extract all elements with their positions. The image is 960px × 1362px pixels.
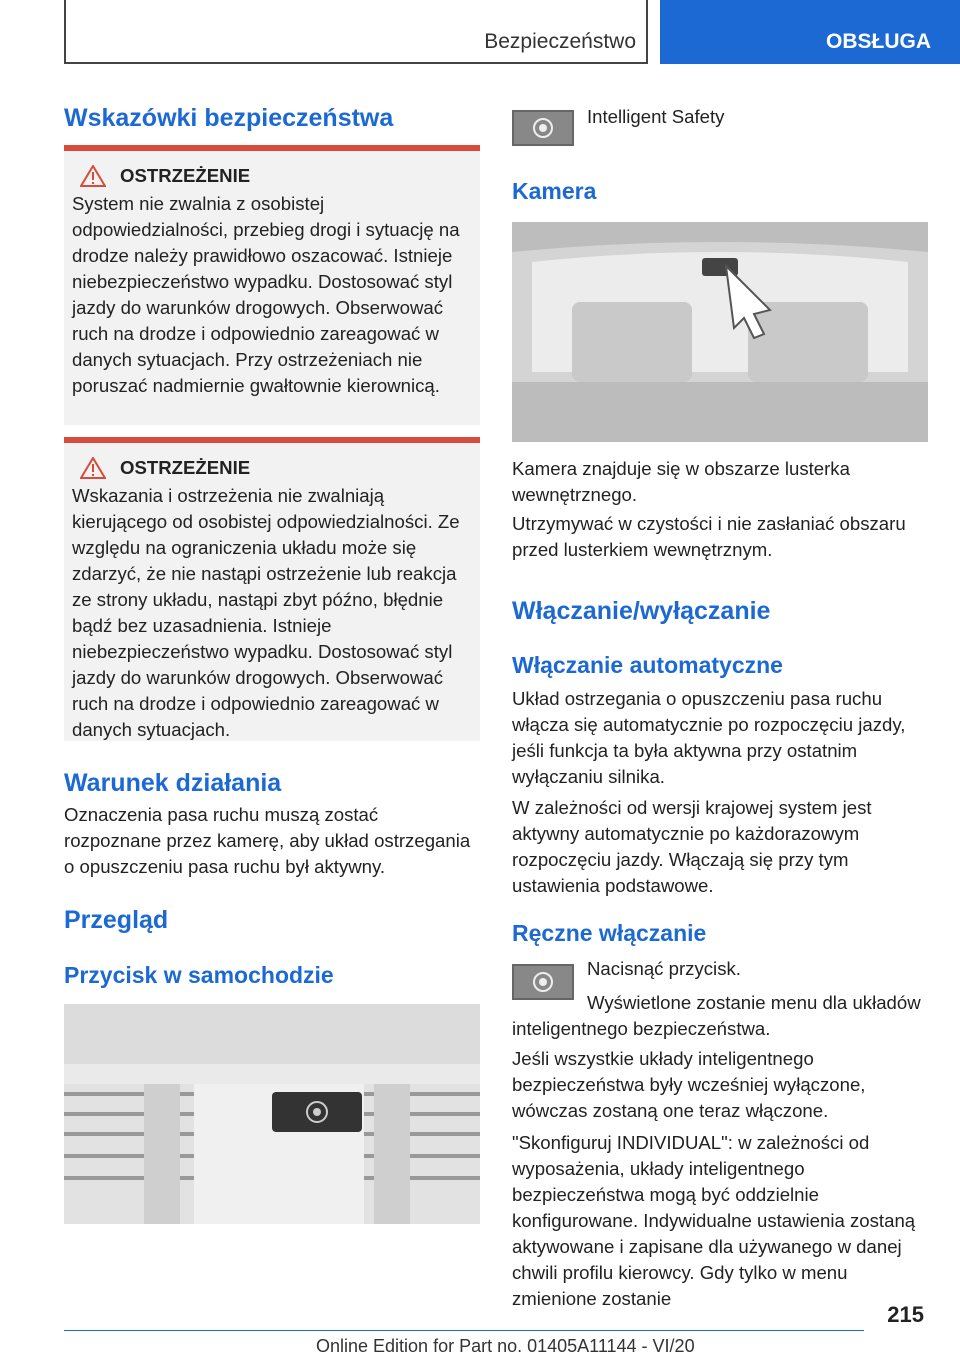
manual-text-1: Wyświetlone zostanie menu dla układów inteligentnego bezpieczeństwa. <box>512 992 921 1039</box>
section-title-camera: Kamera <box>512 178 597 204</box>
warning-label: OSTRZEŻENIE <box>120 457 251 478</box>
warning-icon <box>80 165 106 187</box>
camera-location-photo <box>512 222 928 442</box>
subsection-title-button: Przycisk w samochodzie <box>64 962 334 988</box>
subsection-title-manual: Ręczne włączanie <box>512 920 707 946</box>
camera-text-1: Kamera znajduje się w obszarze lusterka wewnętrznego. <box>512 458 850 505</box>
warning-text: Wskazania i ostrzeżenia nie zwalniają kierującego od osobistej odpowiedzialności. Ze względu na ograniczenia układu może się zdarzyć, że nie nastąpi ostrzeżenie lub reakcja ze strony układu, nastąpi zbyt późno, błędnie bądź bez uzasadnienia. Istnieje niebezpieczeństwo wypadku. Dostosować styl jazdy do warunków drogowych. Obserwować ruch na drodze i odpowiednio zareagować w danych sytuacjach. <box>72 485 460 740</box>
manual-text-2: Jeśli wszystkie układy inteligentnego bezpieczeństwa były wcześniej wyłączone, wówczas zostaną one teraz włączone. <box>512 1048 866 1121</box>
manual-text-3: "Skonfiguruj INDIVIDUAL": w zależności od wyposażenia, układy inteligentnego bezpieczeństwa mogą być oddzielnie konfigurowane. Indywidualne ustawienia zostaną aktywowane i zapisane dla używanego w danej chwili profilu kierowcy. Gdy tylko w menu zmienione zostanie <box>512 1132 916 1309</box>
header-section-box <box>64 0 648 64</box>
dashboard-button-photo <box>64 1004 480 1224</box>
camera-text-2: Utrzymywać w czystości i nie zasłaniać obszaru przed lusterkiem wewnętrznym. <box>512 513 906 560</box>
icon-caption: Intelligent Safety <box>587 106 725 127</box>
footer-divider <box>64 1330 864 1331</box>
auto-text-2: W zależności od wersji krajowej system jest aktywny automatycznie po każdorazowym rozpoczęciu jazdy. Włączają się przy tym ustawienia podstawowe. <box>512 797 872 896</box>
auto-text-1: Układ ostrzegania o opuszczeniu pasa ruchu włącza się automatycznie po rozpoczęciu jazdy, jeśli funkcja ta była aktywna przy ostatnim wyłączaniu silnika. <box>512 688 906 787</box>
subsection-title-auto: Włączanie automatyczne <box>512 652 783 678</box>
section-title-condition: Warunek działania <box>64 769 282 797</box>
intelligent-safety-button-icon <box>512 110 574 146</box>
warning-box-2 <box>64 437 480 741</box>
section-title-safety: Wskazówki bezpieczeństwa <box>64 104 394 132</box>
condition-text: Oznaczenia pasa ruchu muszą zostać rozpoznane przez kamerę, aby układ ostrzegania o opuszczeniu pasa ruchu był aktywny. <box>64 804 471 877</box>
page-number: 215 <box>887 1302 924 1327</box>
header-tab-obsluga[interactable]: OBSŁUGA <box>660 0 960 64</box>
warning-label: OSTRZEŻENIE <box>120 165 251 186</box>
warning-icon <box>80 457 106 479</box>
warning-box-1 <box>64 145 480 425</box>
edition-text: Online Edition for Part no. 01405A11144 - VI/20 <box>316 1336 695 1356</box>
warning-text: System nie zwalnia z osobistej odpowiedzialności, przebieg drogi i sytuację na drodze należy prawidłowo oszacować. Istnieje niebezpieczeństwo wypadku. Dostosować styl jazdy do warunków drogowych. Obserwować ruch na drodze i odpowiednio zareagować w danych sytuacjach. Przy ostrzeżeniach nie poruszać nadmiernie gwałtownie kierownicą. <box>72 193 460 396</box>
section-title-overview: Przegląd <box>64 906 169 934</box>
header-section-title: Bezpieczeństwo <box>484 30 636 53</box>
section-title-onoff: Włączanie/wyłączanie <box>512 597 771 625</box>
manual-press: Nacisnąć przycisk. <box>587 958 741 979</box>
